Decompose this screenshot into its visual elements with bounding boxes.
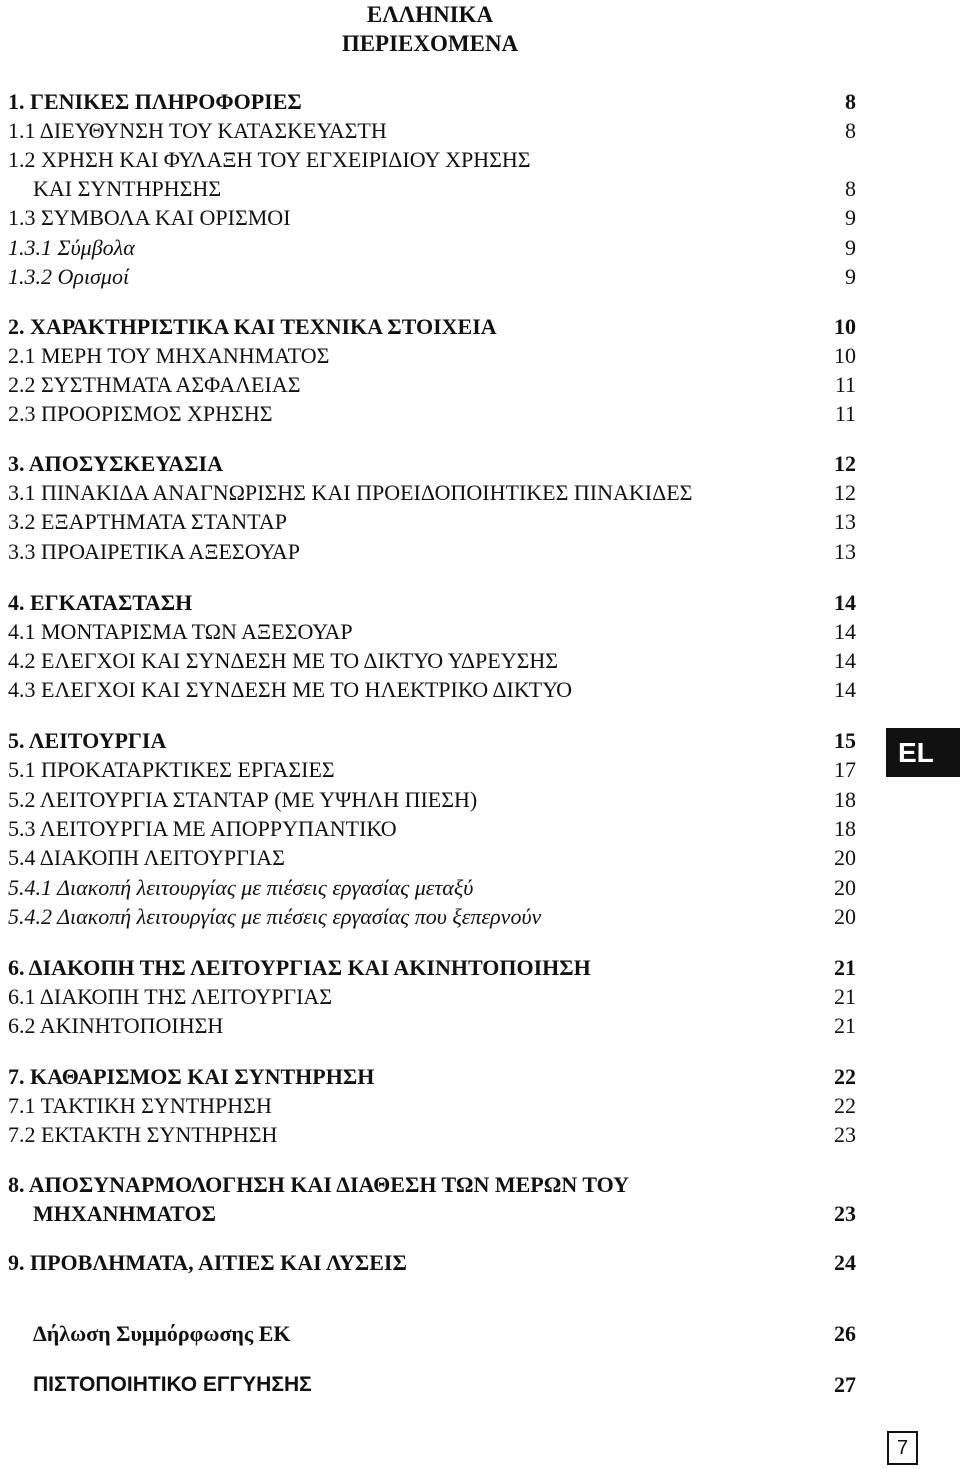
toc-entry-page: 11 xyxy=(834,372,856,397)
toc-entry xyxy=(0,117,960,147)
toc-entry-title: 1.3.1 Σύμβολα xyxy=(8,235,135,260)
language-tab: EL xyxy=(886,728,960,777)
toc-entry-page: 20 xyxy=(834,904,856,929)
toc-entry-page: 8 xyxy=(845,89,856,114)
page-title: ΠΕΡΙΕΧΟΜΕΝΑ xyxy=(341,31,519,56)
toc-entry xyxy=(0,342,960,372)
toc-entry-title: 4.2 ΕΛΕΓΧΟΙ ΚΑΙ ΣΥΝΔΕΣΗ ΜΕ ΤΟ ΔΙΚΤΥΟ ΥΔΡΕΥΣΗΣ xyxy=(8,648,559,673)
toc-entry-page: 18 xyxy=(834,816,856,841)
toc-entry-title: 5.4 ΔΙΑΚΟΠΗ ΛΕΙΤΟΥΡΓΙΑΣ xyxy=(8,845,285,870)
toc-entry-page: 22 xyxy=(834,1064,856,1089)
toc-entry-page: 24 xyxy=(834,1250,856,1275)
toc-entry-page: 9 xyxy=(845,205,856,230)
toc-entry xyxy=(0,1320,960,1350)
toc-entry-page: 20 xyxy=(834,875,856,900)
toc-entry-page: 23 xyxy=(834,1201,856,1226)
toc-entry-page: 23 xyxy=(834,1122,856,1147)
toc-entry xyxy=(0,538,960,568)
toc-entry-page: 12 xyxy=(834,480,856,505)
toc-entry xyxy=(0,1063,960,1093)
toc-entry xyxy=(0,727,960,757)
toc-entry-page: 10 xyxy=(834,314,856,339)
toc-entry-title: 4. ΕΓΚΑΤΑΣΤΑΣΗ xyxy=(8,590,193,615)
toc-entry-title: 2.3 ΠΡΟΟΡΙΣΜΟΣ ΧΡΗΣΗΣ xyxy=(8,401,273,426)
toc-entry-page: 11 xyxy=(834,401,856,426)
toc-entry xyxy=(0,589,960,619)
toc-entry-page: 21 xyxy=(834,984,856,1009)
toc-entry-title: 2. ΧΑΡΑΚΤΗΡΙΣΤΙΚΑ ΚΑΙ ΤΕΧΝΙΚΑ ΣΤΟΙΧΕΙΑ xyxy=(8,314,497,339)
toc-entry xyxy=(0,647,960,677)
toc-entry-title: 4.1 ΜΟΝΤΑΡΙΣΜΑ ΤΩΝ ΑΞΕΣΟΥΑΡ xyxy=(8,619,353,644)
toc-entry xyxy=(0,874,960,904)
toc-entry xyxy=(0,676,960,706)
toc-entry-title: 3.1 ΠΙΝΑΚΙΔΑ ΑΝΑΓΝΩΡΙΣΗΣ ΚΑΙ ΠΡΟΕΙΔΟΠΟΙΗΤΙΚΕΣ ΠΙΝΑΚΙΔΕΣ xyxy=(8,480,693,505)
toc-entry-page: 13 xyxy=(834,509,856,534)
toc-entry xyxy=(0,756,960,786)
toc-entry xyxy=(0,371,960,401)
toc-entry-title: 5.4.1 Διακοπή λειτουργίας με πιέσεις εργασίας μεταξύ xyxy=(8,875,474,900)
toc-entry xyxy=(0,313,960,343)
page-number: 7 xyxy=(887,1431,918,1465)
toc-entry-page: 9 xyxy=(845,235,856,260)
toc-entry xyxy=(0,1171,960,1201)
toc-entry xyxy=(0,175,960,205)
toc-entry-title: 1.3.2 Ορισμοί xyxy=(8,264,130,289)
toc-entry-page: 27 xyxy=(834,1372,856,1397)
toc-entry-page: 10 xyxy=(834,343,856,368)
toc-entry-title: 8. ΑΠΟΣΥΝΑΡΜΟΛΟΓΗΣΗ ΚΑΙ ΔΙΑΘΕΣΗ ΤΩΝ ΜΕΡΩΝ ΤΟΥ xyxy=(8,1172,630,1197)
toc-entry-title: 7.2 ΕΚΤΑΚΤΗ ΣΥΝΤΗΡΗΣΗ xyxy=(8,1122,278,1147)
toc-entry xyxy=(0,844,960,874)
toc-entry-page: 14 xyxy=(834,590,856,615)
toc-entry-page: 22 xyxy=(834,1093,856,1118)
toc-entry-title: 6.2 ΑΚΙΝΗΤΟΠΟΙΗΣΗ xyxy=(8,1013,224,1038)
toc-entry-title: 3. ΑΠΟΣΥΣΚΕΥΑΣΙΑ xyxy=(8,451,224,476)
toc-entry-page: 12 xyxy=(834,451,856,476)
toc-entry-title: 5.2 ΛΕΙΤΟΥΡΓΙΑ ΣΤΑΝΤΑΡ (ΜΕ ΥΨΗΛΗ ΠΙΕΣΗ) xyxy=(8,787,478,812)
toc-entry-title: 5.4.2 Διακοπή λειτουργίας με πιέσεις εργασίας που ξεπερνούν xyxy=(8,904,542,929)
toc-entry-title: ΚΑΙ ΣΥΝΤΗΡΗΣΗΣ xyxy=(33,176,222,201)
toc-entry-title: 1.2 ΧΡΗΣΗ ΚΑΙ ΦΥΛΑΞΗ ΤΟΥ ΕΓΧΕΙΡΙΔΙΟΥ ΧΡΗΣΗΣ xyxy=(8,147,531,172)
toc-entry xyxy=(0,786,960,816)
toc-entry xyxy=(0,1200,960,1230)
toc-entry-page: 14 xyxy=(834,648,856,673)
toc-entry xyxy=(0,508,960,538)
toc-entry-title: 1. ΓΕΝΙΚΕΣ ΠΛΗΡΟΦΟΡΙΕΣ xyxy=(8,89,302,114)
toc-entry xyxy=(0,234,960,264)
toc-entry-page: 8 xyxy=(845,118,856,143)
language-heading: ΕΛΛΗΝΙΚΑ xyxy=(366,2,494,27)
toc-entry-title: 3.2 ΕΞΑΡΤΗΜΑΤΑ ΣΤΑΝΤΑΡ xyxy=(8,509,287,534)
toc-entry xyxy=(0,618,960,648)
toc-entry-title: 7. ΚΑΘΑΡΙΣΜΟΣ ΚΑΙ ΣΥΝΤΗΡΗΣΗ xyxy=(8,1064,375,1089)
toc-entry-title: 2.2 ΣΥΣΤΗΜΑΤΑ ΑΣΦΑΛΕΙΑΣ xyxy=(8,372,301,397)
toc-entry-title: 9. ΠΡΟΒΛΗΜΑΤΑ, ΑΙΤΙΕΣ ΚΑΙ ΛΥΣΕΙΣ xyxy=(8,1250,407,1275)
toc-entry-title: 5. ΛΕΙΤΟΥΡΓΙΑ xyxy=(8,728,167,753)
toc-entry xyxy=(0,815,960,845)
toc-entry-title: Δήλωση Συμμόρφωσης ΕΚ xyxy=(33,1321,291,1346)
toc-entry-title: 7.1 ΤΑΚΤΙΚΗ ΣΥΝΤΗΡΗΣΗ xyxy=(8,1093,272,1118)
toc-entry xyxy=(0,954,960,984)
toc-entry-page: 18 xyxy=(834,787,856,812)
toc-entry-title: ΠΙΣΤΟΠΟΙΗΤΙΚΟ ΕΓΓΥΗΣΗΣ xyxy=(33,1373,312,1396)
toc-entry-page: 14 xyxy=(834,619,856,644)
toc-entry xyxy=(0,204,960,234)
toc-entry-title: 1.1 ΔΙΕΥΘΥΝΣΗ ΤΟΥ ΚΑΤΑΣΚΕΥΑΣΤΗ xyxy=(8,118,387,143)
toc-entry-page: 26 xyxy=(834,1321,856,1346)
toc-entry-page: 15 xyxy=(834,728,856,753)
toc-entry xyxy=(0,983,960,1013)
toc-entry-page: 21 xyxy=(834,1013,856,1038)
toc-entry xyxy=(0,88,960,118)
toc-entry-page: 21 xyxy=(834,955,856,980)
toc-entry xyxy=(0,146,960,176)
toc-entry xyxy=(0,1012,960,1042)
toc-entry xyxy=(0,263,960,293)
toc-entry xyxy=(0,1371,960,1401)
toc-entry-page: 8 xyxy=(845,176,856,201)
toc-entry-page: 14 xyxy=(834,677,856,702)
toc-entry-page: 17 xyxy=(834,757,856,782)
toc-entry-title: 5.1 ΠΡΟΚΑΤΑΡΚΤΙΚΕΣ ΕΡΓΑΣΙΕΣ xyxy=(8,757,335,782)
toc-entry-page: 13 xyxy=(834,539,856,564)
toc-entry-title: 4.3 ΕΛΕΓΧΟΙ ΚΑΙ ΣΥΝΔΕΣΗ ΜΕ ΤΟ ΗΛΕΚΤΡΙΚΟ ΔΙΚΤΥΟ xyxy=(8,677,573,702)
toc-entry-title: 6.1 ΔΙΑΚΟΠΗ ΤΗΣ ΛΕΙΤΟΥΡΓΙΑΣ xyxy=(8,984,333,1009)
toc-entry xyxy=(0,450,960,480)
toc-entry xyxy=(0,903,960,933)
toc-entry-title: 6. ΔΙΑΚΟΠΗ ΤΗΣ ΛΕΙΤΟΥΡΓΙΑΣ ΚΑΙ ΑΚΙΝΗΤΟΠΟΙΗΣΗ xyxy=(8,955,591,980)
toc-entry-page: 9 xyxy=(845,264,856,289)
toc-entry xyxy=(0,400,960,430)
toc-entry-title: 3.3 ΠΡΟΑΙΡΕΤΙΚΑ ΑΞΕΣΟΥΑΡ xyxy=(8,539,300,564)
toc-entry xyxy=(0,1121,960,1151)
toc-entry xyxy=(0,1249,960,1279)
toc-entry-page: 20 xyxy=(834,845,856,870)
toc-entry-title: ΜΗΧΑΝΗΜΑΤΟΣ xyxy=(33,1201,216,1226)
toc-entry-title: 5.3 ΛΕΙΤΟΥΡΓΙΑ ΜΕ ΑΠΟΡΡΥΠΑΝΤΙΚΟ xyxy=(8,816,397,841)
toc-entry xyxy=(0,479,960,509)
toc-entry xyxy=(0,1092,960,1122)
toc-entry-title: 2.1 ΜΕΡΗ ΤΟΥ ΜΗΧΑΝΗΜΑΤΟΣ xyxy=(8,343,330,368)
toc-entry-title: 1.3 ΣΥΜΒΟΛΑ ΚΑΙ ΟΡΙΣΜΟΙ xyxy=(8,205,291,230)
